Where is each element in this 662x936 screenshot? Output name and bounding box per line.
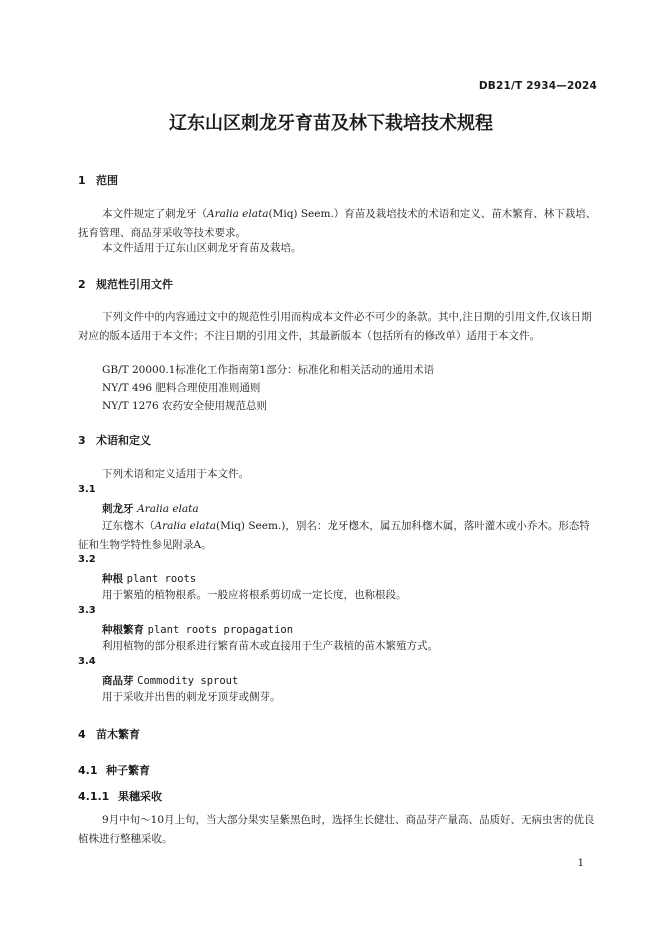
term-definition: 用于繁殖的植物根系。一般应将根系剪切成一定长度，也称根段。: [102, 589, 407, 601]
section-3-heading: [78, 432, 151, 448]
term-number: 3.1: [78, 484, 96, 495]
term-en: Aralia elata: [137, 503, 199, 515]
reference-item: GB/T 20000.1标准化工作指南第1部分：标准化和相关活动的通用术语: [102, 364, 435, 376]
term-zh: 商品芽: [102, 675, 134, 687]
section-title: 种子繁育: [106, 764, 150, 777]
term-name: [102, 571, 196, 586]
section-2-heading: [78, 276, 173, 292]
term-en: plant roots propagation: [147, 624, 294, 636]
term-number: 3.3: [78, 605, 96, 616]
reference-item: NY/T 496 肥料合理使用准则通则: [102, 382, 261, 394]
section-title: 范围: [96, 174, 118, 187]
paragraph: 9月中旬～10月上旬，当大部分果实呈紫黑色时，选择生长健壮、商品芽产量高、品质好、无病虫害的优良植株进行整穗采收。: [78, 814, 595, 845]
term-definition: [78, 517, 598, 555]
section-title: 苗木繁育: [96, 728, 140, 741]
paragraph: 本文件适用于辽东山区刺龙牙育苗及栽培。: [102, 242, 302, 254]
subsection-heading: [78, 762, 150, 778]
paragraph: [78, 205, 598, 243]
text: (Miq) Seem.)，别名：龙牙楤木，属五加科楤木属，落叶灌木或小乔木。形态特征和生物学特性参见附录A。: [78, 520, 590, 551]
section-number: 4: [78, 728, 86, 741]
section-title: 果穗采收: [118, 790, 162, 803]
subsubsection-heading: [78, 788, 162, 804]
section-number: 4.1.1: [78, 790, 110, 803]
paragraph: 下列术语和定义适用于本文件。: [102, 468, 249, 480]
term-number: 3.2: [78, 554, 96, 565]
text: 辽东楤木（: [102, 520, 155, 532]
term-zh: 种根繁育: [102, 624, 144, 636]
text: 本文件规定了刺龙牙（: [102, 208, 207, 220]
scientific-name: Aralia elata: [154, 520, 216, 532]
section-number: 2: [78, 278, 86, 291]
section-title: 术语和定义: [96, 434, 151, 447]
term-number: 3.4: [78, 656, 96, 667]
section-number: 3: [78, 434, 86, 447]
term-zh: 种根: [102, 573, 123, 585]
term-definition: 用于采收并出售的刺龙牙顶芽或侧芽。: [102, 691, 281, 703]
term-name: [102, 622, 293, 637]
standard-number: DB21/T 2934—2024: [478, 80, 597, 92]
reference-item: NY/T 1276 农药安全使用规范总则: [102, 400, 268, 412]
term-en: Commodity sprout: [137, 675, 239, 687]
paragraph: 下列文件中的内容通过文中的规范性引用而构成本文件必不可少的条款。其中,注日期的引用文件,仅该日期对应的版本适用于本文件；不注日期的引用文件，其最新版本（包括所有的修改单）适用于本文件。: [78, 311, 592, 342]
section-title: 规范性引用文件: [96, 278, 173, 291]
term-zh: 刺龙牙: [102, 503, 134, 515]
term-name: [102, 673, 238, 688]
text: (Miq) Seem.）育苗及栽培技术的术语和定义、苗木繁育、林下栽培、抚育管理、商品芽采收等技术要求。: [78, 208, 597, 239]
section-1-heading: [78, 172, 118, 188]
section-number: 1: [78, 174, 86, 187]
document-title: 辽东山区刺龙牙育苗及林下栽培技术规程: [169, 113, 493, 134]
section-4-heading: [78, 726, 140, 742]
term-en: plant roots: [126, 573, 197, 585]
term-name: [102, 501, 199, 516]
term-definition: 利用植物的部分根系进行繁育苗木或直接用于生产栽植的苗木繁殖方式。: [102, 640, 438, 652]
section-number: 4.1: [78, 764, 98, 777]
scientific-name: Aralia elata: [207, 208, 269, 220]
page-number: 1: [577, 858, 584, 869]
